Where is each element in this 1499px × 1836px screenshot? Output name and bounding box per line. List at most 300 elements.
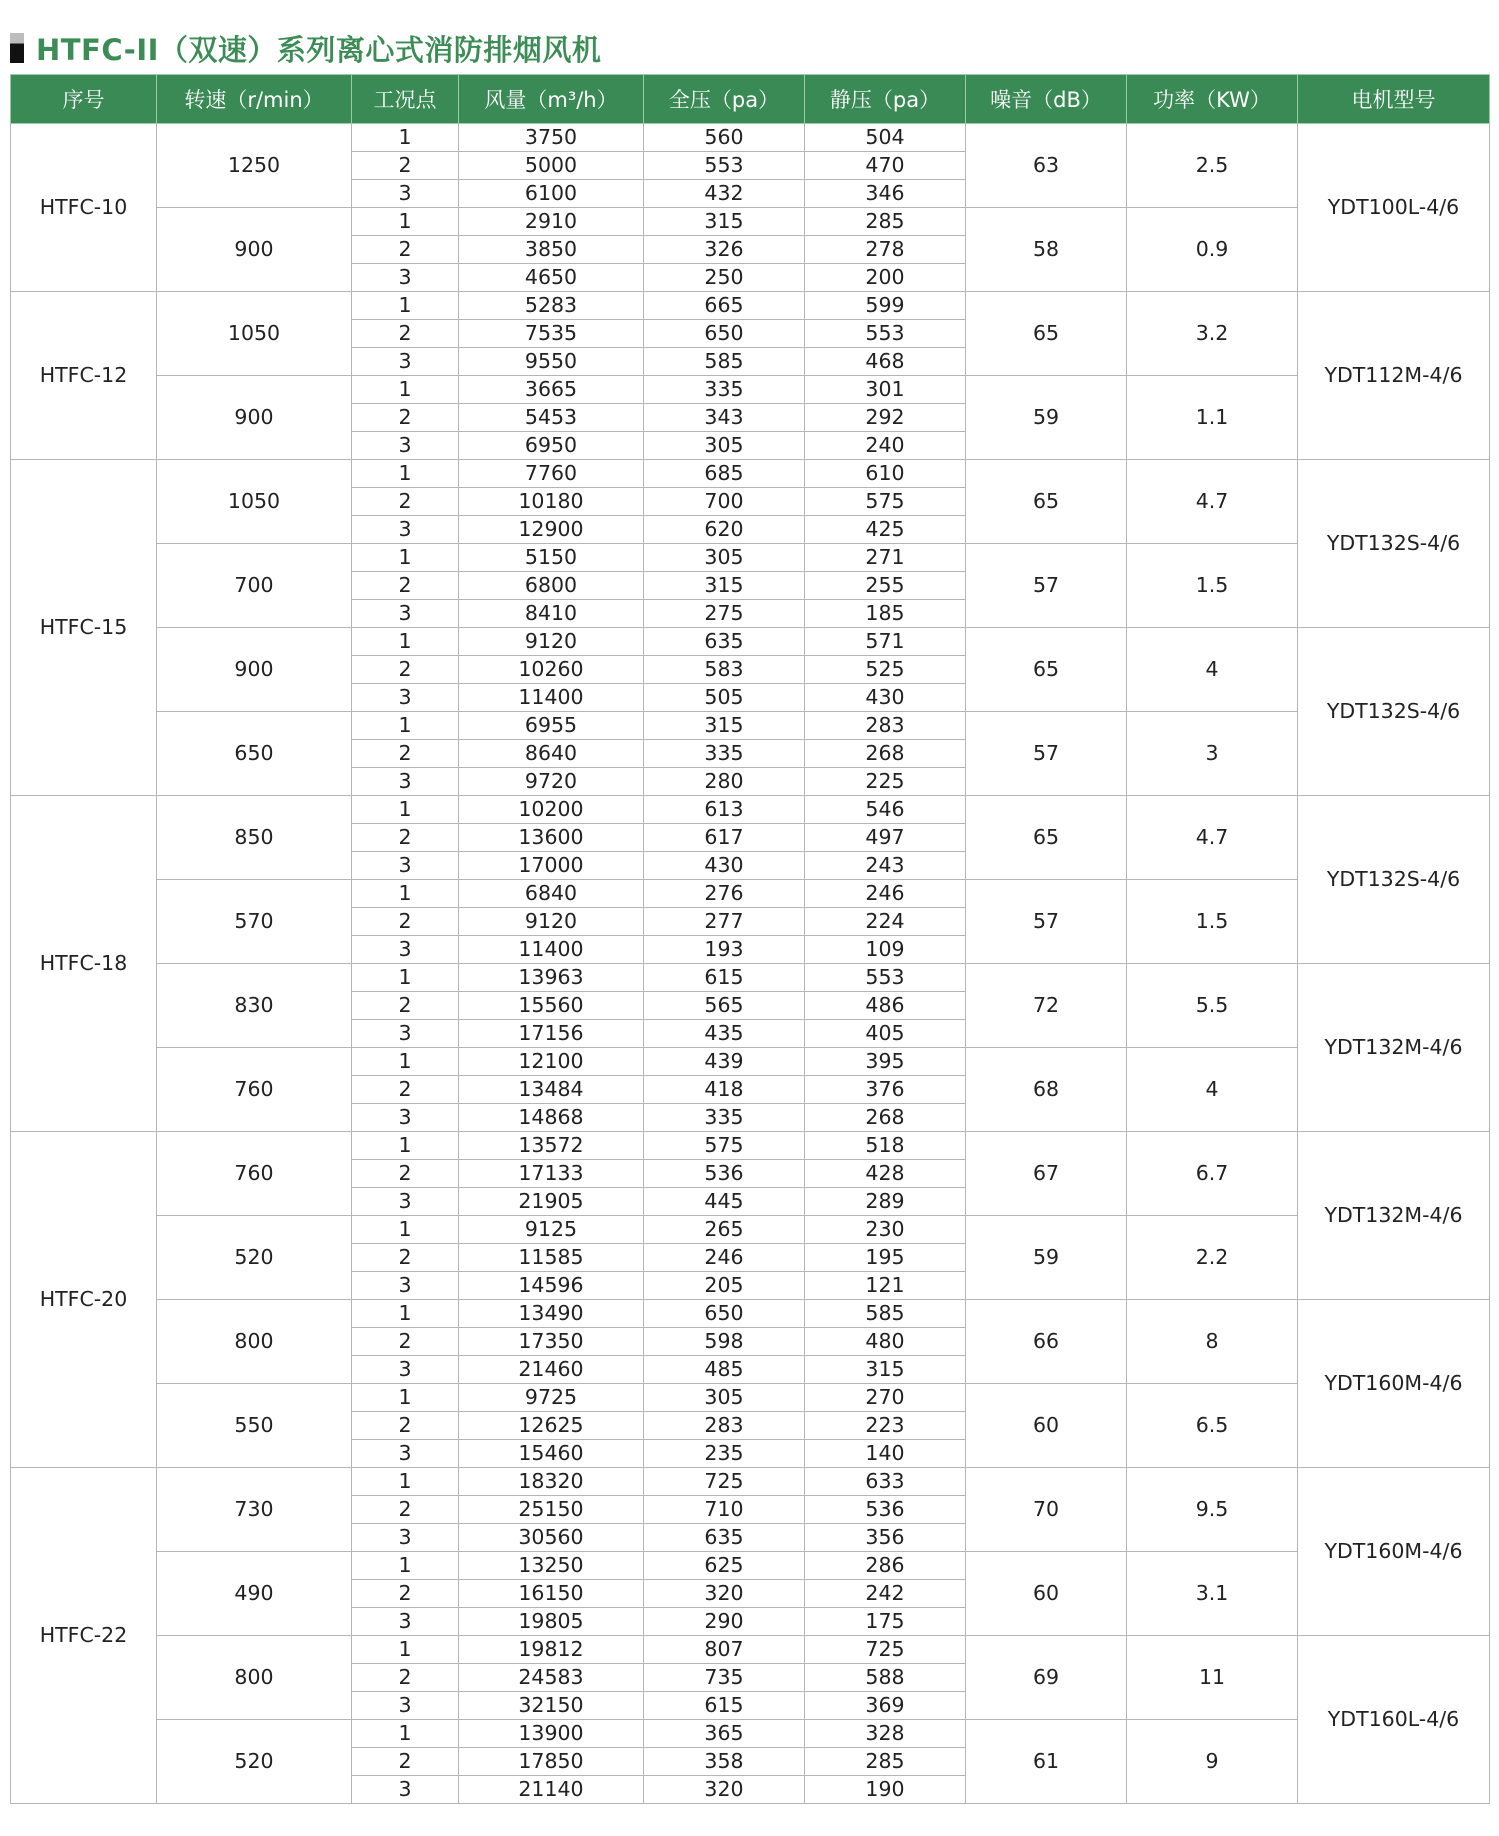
header-cell: 电机型号 <box>1298 75 1490 124</box>
point-cell: 1 <box>352 1216 459 1244</box>
airflow-cell: 6840 <box>459 880 644 908</box>
point-cell: 3 <box>352 600 459 628</box>
static-pressure-cell: 405 <box>805 1020 966 1048</box>
power-cell: 3.2 <box>1127 292 1298 376</box>
table-row <box>11 1468 1490 1496</box>
point-cell: 2 <box>352 572 459 600</box>
static-pressure-cell: 185 <box>805 600 966 628</box>
total-pressure-cell: 650 <box>644 1300 805 1328</box>
power-cell: 1.1 <box>1127 376 1298 460</box>
point-cell: 1 <box>352 1468 459 1496</box>
airflow-cell: 17350 <box>459 1328 644 1356</box>
total-pressure-cell: 635 <box>644 1524 805 1552</box>
rpm-cell: 900 <box>157 376 352 460</box>
static-pressure-cell: 109 <box>805 936 966 964</box>
noise-cell: 67 <box>966 1132 1127 1216</box>
point-cell: 2 <box>352 320 459 348</box>
airflow-cell: 24583 <box>459 1664 644 1692</box>
total-pressure-cell: 193 <box>644 936 805 964</box>
point-cell: 1 <box>352 880 459 908</box>
power-cell: 6.5 <box>1127 1384 1298 1468</box>
static-pressure-cell: 285 <box>805 208 966 236</box>
point-cell: 1 <box>352 208 459 236</box>
point-cell: 3 <box>352 1776 459 1804</box>
total-pressure-cell: 280 <box>644 768 805 796</box>
total-pressure-cell: 277 <box>644 908 805 936</box>
power-cell: 4 <box>1127 1048 1298 1132</box>
static-pressure-cell: 195 <box>805 1244 966 1272</box>
model-cell: HTFC-20 <box>11 1132 157 1468</box>
airflow-cell: 12900 <box>459 516 644 544</box>
point-cell: 1 <box>352 1048 459 1076</box>
airflow-cell: 21140 <box>459 1776 644 1804</box>
point-cell: 3 <box>352 936 459 964</box>
total-pressure-cell: 358 <box>644 1748 805 1776</box>
static-pressure-cell: 486 <box>805 992 966 1020</box>
static-pressure-cell: 599 <box>805 292 966 320</box>
point-cell: 2 <box>352 992 459 1020</box>
total-pressure-cell: 205 <box>644 1272 805 1300</box>
static-pressure-cell: 315 <box>805 1356 966 1384</box>
table-row <box>11 544 1490 572</box>
header-cell: 静压（pa） <box>805 75 966 124</box>
motor-cell: YDT160M-4/6 <box>1298 1300 1490 1468</box>
power-cell: 9 <box>1127 1720 1298 1804</box>
table-row <box>11 964 1490 992</box>
static-pressure-cell: 270 <box>805 1384 966 1412</box>
static-pressure-cell: 588 <box>805 1664 966 1692</box>
total-pressure-cell: 575 <box>644 1132 805 1160</box>
point-cell: 1 <box>352 544 459 572</box>
total-pressure-cell: 283 <box>644 1412 805 1440</box>
static-pressure-cell: 553 <box>805 320 966 348</box>
point-cell: 3 <box>352 1692 459 1720</box>
power-cell: 2.2 <box>1127 1216 1298 1300</box>
static-pressure-cell: 480 <box>805 1328 966 1356</box>
point-cell: 3 <box>352 1188 459 1216</box>
airflow-cell: 30560 <box>459 1524 644 1552</box>
airflow-cell: 3850 <box>459 236 644 264</box>
static-pressure-cell: 292 <box>805 404 966 432</box>
static-pressure-cell: 525 <box>805 656 966 684</box>
rpm-cell: 760 <box>157 1132 352 1216</box>
airflow-cell: 13600 <box>459 824 644 852</box>
header-cell: 序号 <box>11 75 157 124</box>
power-cell: 6.7 <box>1127 1132 1298 1216</box>
table-row <box>11 460 1490 488</box>
static-pressure-cell: 571 <box>805 628 966 656</box>
power-cell: 3 <box>1127 712 1298 796</box>
static-pressure-cell: 328 <box>805 1720 966 1748</box>
airflow-cell: 15560 <box>459 992 644 1020</box>
total-pressure-cell: 685 <box>644 460 805 488</box>
table-row <box>11 796 1490 824</box>
airflow-cell: 7760 <box>459 460 644 488</box>
point-cell: 1 <box>352 796 459 824</box>
static-pressure-cell: 428 <box>805 1160 966 1188</box>
airflow-cell: 10260 <box>459 656 644 684</box>
rpm-cell: 1050 <box>157 292 352 376</box>
total-pressure-cell: 445 <box>644 1188 805 1216</box>
rpm-cell: 760 <box>157 1048 352 1132</box>
airflow-cell: 11585 <box>459 1244 644 1272</box>
table-row <box>11 1636 1490 1664</box>
total-pressure-cell: 305 <box>644 544 805 572</box>
total-pressure-cell: 560 <box>644 124 805 152</box>
table-row <box>11 124 1490 152</box>
rpm-cell: 520 <box>157 1720 352 1804</box>
point-cell: 1 <box>352 964 459 992</box>
airflow-cell: 17133 <box>459 1160 644 1188</box>
rpm-cell: 830 <box>157 964 352 1048</box>
noise-cell: 57 <box>966 880 1127 964</box>
power-cell: 2.5 <box>1127 124 1298 208</box>
total-pressure-cell: 710 <box>644 1496 805 1524</box>
static-pressure-cell: 268 <box>805 1104 966 1132</box>
airflow-cell: 5283 <box>459 292 644 320</box>
table-row <box>11 628 1490 656</box>
total-pressure-cell: 620 <box>644 516 805 544</box>
static-pressure-cell: 242 <box>805 1580 966 1608</box>
point-cell: 3 <box>352 180 459 208</box>
airflow-cell: 17156 <box>459 1020 644 1048</box>
point-cell: 2 <box>352 1580 459 1608</box>
static-pressure-cell: 376 <box>805 1076 966 1104</box>
motor-cell: YDT132S-4/6 <box>1298 460 1490 628</box>
airflow-cell: 6800 <box>459 572 644 600</box>
point-cell: 2 <box>352 908 459 936</box>
airflow-cell: 17850 <box>459 1748 644 1776</box>
static-pressure-cell: 140 <box>805 1440 966 1468</box>
total-pressure-cell: 650 <box>644 320 805 348</box>
static-pressure-cell: 301 <box>805 376 966 404</box>
total-pressure-cell: 335 <box>644 1104 805 1132</box>
static-pressure-cell: 243 <box>805 852 966 880</box>
point-cell: 3 <box>352 852 459 880</box>
total-pressure-cell: 565 <box>644 992 805 1020</box>
static-pressure-cell: 356 <box>805 1524 966 1552</box>
airflow-cell: 13572 <box>459 1132 644 1160</box>
total-pressure-cell: 315 <box>644 572 805 600</box>
total-pressure-cell: 635 <box>644 628 805 656</box>
airflow-cell: 3665 <box>459 376 644 404</box>
noise-cell: 65 <box>966 292 1127 376</box>
total-pressure-cell: 700 <box>644 488 805 516</box>
rpm-cell: 490 <box>157 1552 352 1636</box>
total-pressure-cell: 439 <box>644 1048 805 1076</box>
table-row <box>11 292 1490 320</box>
point-cell: 1 <box>352 1300 459 1328</box>
rpm-cell: 570 <box>157 880 352 964</box>
point-cell: 3 <box>352 516 459 544</box>
airflow-cell: 9550 <box>459 348 644 376</box>
table-row <box>11 1720 1490 1748</box>
airflow-cell: 8410 <box>459 600 644 628</box>
power-cell: 4 <box>1127 628 1298 712</box>
airflow-cell: 18320 <box>459 1468 644 1496</box>
total-pressure-cell: 430 <box>644 852 805 880</box>
point-cell: 3 <box>352 348 459 376</box>
static-pressure-cell: 518 <box>805 1132 966 1160</box>
noise-cell: 69 <box>966 1636 1127 1720</box>
model-cell: HTFC-15 <box>11 460 157 796</box>
total-pressure-cell: 485 <box>644 1356 805 1384</box>
total-pressure-cell: 335 <box>644 376 805 404</box>
noise-cell: 65 <box>966 628 1127 712</box>
power-cell: 4.7 <box>1127 796 1298 880</box>
static-pressure-cell: 425 <box>805 516 966 544</box>
airflow-cell: 5453 <box>459 404 644 432</box>
table-row <box>11 712 1490 740</box>
static-pressure-cell: 224 <box>805 908 966 936</box>
total-pressure-cell: 320 <box>644 1776 805 1804</box>
rpm-cell: 800 <box>157 1636 352 1720</box>
airflow-cell: 13490 <box>459 1300 644 1328</box>
airflow-cell: 4650 <box>459 264 644 292</box>
total-pressure-cell: 615 <box>644 964 805 992</box>
static-pressure-cell: 725 <box>805 1636 966 1664</box>
noise-cell: 72 <box>966 964 1127 1048</box>
noise-cell: 63 <box>966 124 1127 208</box>
title-square-icon <box>10 33 24 63</box>
airflow-cell: 25150 <box>459 1496 644 1524</box>
motor-cell: YDT132M-4/6 <box>1298 964 1490 1132</box>
total-pressure-cell: 305 <box>644 432 805 460</box>
airflow-cell: 13484 <box>459 1076 644 1104</box>
point-cell: 3 <box>352 1104 459 1132</box>
static-pressure-cell: 285 <box>805 1748 966 1776</box>
table-row <box>11 1216 1490 1244</box>
static-pressure-cell: 585 <box>805 1300 966 1328</box>
rpm-cell: 1250 <box>157 124 352 208</box>
noise-cell: 70 <box>966 1468 1127 1552</box>
motor-cell: YDT132S-4/6 <box>1298 796 1490 964</box>
noise-cell: 65 <box>966 796 1127 880</box>
noise-cell: 59 <box>966 1216 1127 1300</box>
rpm-cell: 1050 <box>157 460 352 544</box>
total-pressure-cell: 335 <box>644 740 805 768</box>
power-cell: 3.1 <box>1127 1552 1298 1636</box>
point-cell: 2 <box>352 656 459 684</box>
motor-cell: YDT160L-4/6 <box>1298 1636 1490 1804</box>
point-cell: 3 <box>352 1020 459 1048</box>
noise-cell: 65 <box>966 460 1127 544</box>
total-pressure-cell: 320 <box>644 1580 805 1608</box>
total-pressure-cell: 276 <box>644 880 805 908</box>
point-cell: 3 <box>352 1608 459 1636</box>
table-row <box>11 880 1490 908</box>
point-cell: 2 <box>352 488 459 516</box>
noise-cell: 68 <box>966 1048 1127 1132</box>
airflow-cell: 11400 <box>459 936 644 964</box>
airflow-cell: 6100 <box>459 180 644 208</box>
static-pressure-cell: 286 <box>805 1552 966 1580</box>
total-pressure-cell: 625 <box>644 1552 805 1580</box>
airflow-cell: 2910 <box>459 208 644 236</box>
point-cell: 1 <box>352 628 459 656</box>
total-pressure-cell: 265 <box>644 1216 805 1244</box>
rpm-cell: 850 <box>157 796 352 880</box>
total-pressure-cell: 343 <box>644 404 805 432</box>
total-pressure-cell: 305 <box>644 1384 805 1412</box>
point-cell: 3 <box>352 1272 459 1300</box>
airflow-cell: 7535 <box>459 320 644 348</box>
noise-cell: 58 <box>966 208 1127 292</box>
point-cell: 2 <box>352 1244 459 1272</box>
airflow-cell: 9125 <box>459 1216 644 1244</box>
airflow-cell: 5000 <box>459 152 644 180</box>
static-pressure-cell: 283 <box>805 712 966 740</box>
static-pressure-cell: 610 <box>805 460 966 488</box>
rpm-cell: 650 <box>157 712 352 796</box>
airflow-cell: 17000 <box>459 852 644 880</box>
static-pressure-cell: 190 <box>805 1776 966 1804</box>
motor-cell: YDT132S-4/6 <box>1298 628 1490 796</box>
airflow-cell: 12100 <box>459 1048 644 1076</box>
rpm-cell: 520 <box>157 1216 352 1300</box>
airflow-cell: 13900 <box>459 1720 644 1748</box>
static-pressure-cell: 175 <box>805 1608 966 1636</box>
total-pressure-cell: 583 <box>644 656 805 684</box>
point-cell: 1 <box>352 1720 459 1748</box>
total-pressure-cell: 275 <box>644 600 805 628</box>
power-cell: 8 <box>1127 1300 1298 1384</box>
model-cell: HTFC-10 <box>11 124 157 292</box>
total-pressure-cell: 807 <box>644 1636 805 1664</box>
static-pressure-cell: 553 <box>805 964 966 992</box>
airflow-cell: 11400 <box>459 684 644 712</box>
noise-cell: 66 <box>966 1300 1127 1384</box>
header-cell: 工况点 <box>352 75 459 124</box>
airflow-cell: 14596 <box>459 1272 644 1300</box>
rpm-cell: 900 <box>157 208 352 292</box>
airflow-cell: 9120 <box>459 628 644 656</box>
airflow-cell: 6950 <box>459 432 644 460</box>
static-pressure-cell: 346 <box>805 180 966 208</box>
table-header-row <box>11 75 1490 124</box>
point-cell: 3 <box>352 432 459 460</box>
point-cell: 1 <box>352 1132 459 1160</box>
spec-table <box>10 74 1490 1804</box>
point-cell: 2 <box>352 824 459 852</box>
table-row <box>11 1048 1490 1076</box>
airflow-cell: 21905 <box>459 1188 644 1216</box>
static-pressure-cell: 240 <box>805 432 966 460</box>
noise-cell: 57 <box>966 544 1127 628</box>
table-row <box>11 1552 1490 1580</box>
static-pressure-cell: 246 <box>805 880 966 908</box>
point-cell: 2 <box>352 152 459 180</box>
power-cell: 5.5 <box>1127 964 1298 1048</box>
total-pressure-cell: 617 <box>644 824 805 852</box>
point-cell: 3 <box>352 768 459 796</box>
airflow-cell: 8640 <box>459 740 644 768</box>
airflow-cell: 5150 <box>459 544 644 572</box>
point-cell: 2 <box>352 740 459 768</box>
table-row <box>11 208 1490 236</box>
static-pressure-cell: 278 <box>805 236 966 264</box>
point-cell: 3 <box>352 1440 459 1468</box>
airflow-cell: 10180 <box>459 488 644 516</box>
header-cell: 转速（r/min） <box>157 75 352 124</box>
static-pressure-cell: 546 <box>805 796 966 824</box>
point-cell: 3 <box>352 1524 459 1552</box>
point-cell: 2 <box>352 404 459 432</box>
table-body <box>11 124 1490 1804</box>
airflow-cell: 9725 <box>459 1384 644 1412</box>
airflow-cell: 6955 <box>459 712 644 740</box>
point-cell: 3 <box>352 684 459 712</box>
total-pressure-cell: 613 <box>644 796 805 824</box>
point-cell: 3 <box>352 1356 459 1384</box>
airflow-cell: 10200 <box>459 796 644 824</box>
airflow-cell: 15460 <box>459 1440 644 1468</box>
static-pressure-cell: 200 <box>805 264 966 292</box>
static-pressure-cell: 289 <box>805 1188 966 1216</box>
motor-cell: YDT100L-4/6 <box>1298 124 1490 292</box>
total-pressure-cell: 536 <box>644 1160 805 1188</box>
total-pressure-cell: 735 <box>644 1664 805 1692</box>
total-pressure-cell: 326 <box>644 236 805 264</box>
power-cell: 11 <box>1127 1636 1298 1720</box>
noise-cell: 61 <box>966 1720 1127 1804</box>
model-cell: HTFC-12 <box>11 292 157 460</box>
static-pressure-cell: 268 <box>805 740 966 768</box>
power-cell: 1.5 <box>1127 544 1298 628</box>
point-cell: 2 <box>352 1748 459 1776</box>
noise-cell: 60 <box>966 1384 1127 1468</box>
title-bar <box>10 28 601 68</box>
noise-cell: 60 <box>966 1552 1127 1636</box>
static-pressure-cell: 536 <box>805 1496 966 1524</box>
total-pressure-cell: 290 <box>644 1608 805 1636</box>
total-pressure-cell: 432 <box>644 180 805 208</box>
motor-cell: YDT132M-4/6 <box>1298 1132 1490 1300</box>
noise-cell: 59 <box>966 376 1127 460</box>
table-row <box>11 1132 1490 1160</box>
point-cell: 1 <box>352 292 459 320</box>
motor-cell: YDT112M-4/6 <box>1298 292 1490 460</box>
static-pressure-cell: 369 <box>805 1692 966 1720</box>
table-row <box>11 1300 1490 1328</box>
static-pressure-cell: 504 <box>805 124 966 152</box>
static-pressure-cell: 633 <box>805 1468 966 1496</box>
total-pressure-cell: 615 <box>644 1692 805 1720</box>
table-row <box>11 1384 1490 1412</box>
airflow-cell: 16150 <box>459 1580 644 1608</box>
point-cell: 2 <box>352 1328 459 1356</box>
point-cell: 2 <box>352 1076 459 1104</box>
total-pressure-cell: 553 <box>644 152 805 180</box>
point-cell: 2 <box>352 1664 459 1692</box>
point-cell: 1 <box>352 124 459 152</box>
static-pressure-cell: 497 <box>805 824 966 852</box>
point-cell: 1 <box>352 1636 459 1664</box>
total-pressure-cell: 315 <box>644 208 805 236</box>
static-pressure-cell: 468 <box>805 348 966 376</box>
page-title: HTFC-II（双速）系列离心式消防排烟风机 <box>36 32 602 67</box>
total-pressure-cell: 365 <box>644 1720 805 1748</box>
power-cell: 9.5 <box>1127 1468 1298 1552</box>
static-pressure-cell: 430 <box>805 684 966 712</box>
header-cell: 噪音（dB） <box>966 75 1127 124</box>
motor-cell: YDT160M-4/6 <box>1298 1468 1490 1636</box>
airflow-cell: 14868 <box>459 1104 644 1132</box>
point-cell: 1 <box>352 460 459 488</box>
airflow-cell: 13250 <box>459 1552 644 1580</box>
header-cell: 功率（KW） <box>1127 75 1298 124</box>
total-pressure-cell: 250 <box>644 264 805 292</box>
